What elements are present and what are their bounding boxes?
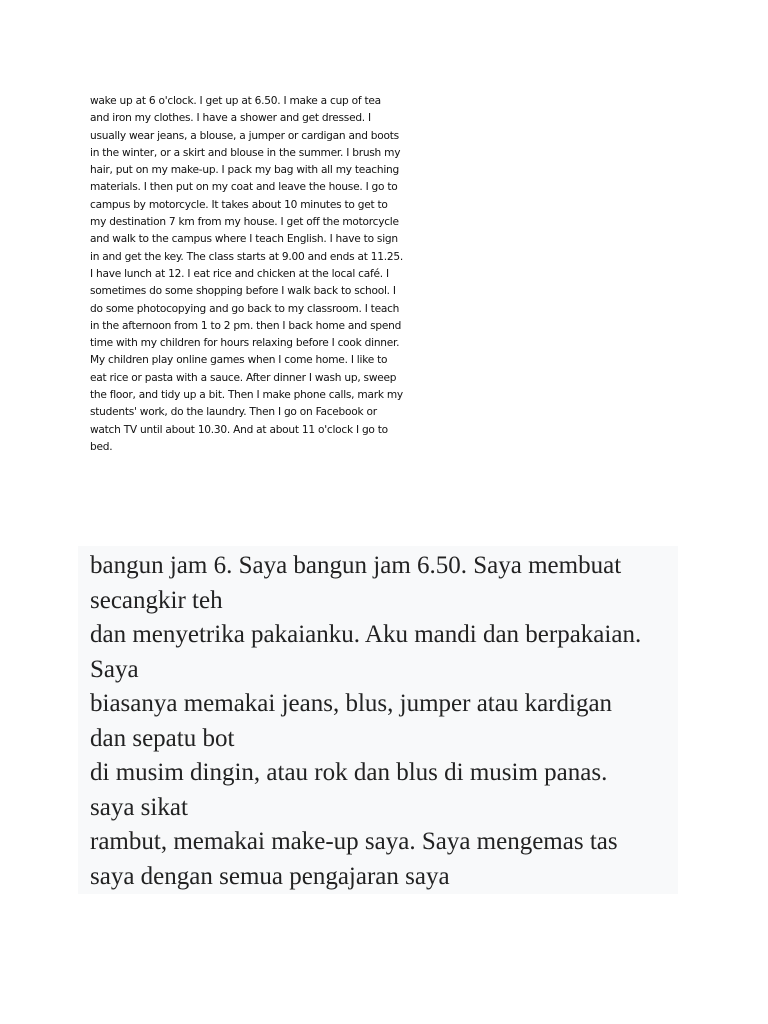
translation-box: [78, 546, 678, 894]
english-line: students' work, do the laundry. Then I go on Facebook or: [90, 406, 377, 419]
english-line: in the afternoon from 1 to 2 pm. then I back home and spend: [90, 319, 402, 332]
english-line: watch TV until about 10.30. And at about 11 o'clock I go to: [90, 423, 388, 436]
english-line: hair, put on my make-up. I pack my bag with all my teaching: [90, 164, 399, 177]
english-line: in and get the key. The class starts at 9.00 and ends at 11.25.: [90, 250, 403, 263]
english-line: eat rice or pasta with a sauce. After dinner I wash up, sweep: [90, 371, 397, 384]
english-line: materials. I then put on my coat and leave the house. I go to: [90, 181, 398, 194]
translation-line: rambut, memakai make-up saya. Saya mengemas tas: [90, 828, 618, 855]
english-line: the floor, and tidy up a bit. Then I make phone calls, mark my: [90, 389, 403, 402]
english-line: sometimes do some shopping before I walk back to school. I: [90, 285, 396, 298]
translation-line: dan sepatu bot: [90, 724, 235, 752]
english-line: usually wear jeans, a blouse, a jumper or cardigan and boots: [90, 129, 399, 142]
english-line: bed.: [90, 440, 113, 453]
translation-line: Saya: [90, 655, 139, 683]
translation-line: di musim dingin, atau rok dan blus di musim panas.: [90, 759, 608, 786]
english-line: my destination 7 km from my house. I get off the motorcycle: [90, 216, 399, 229]
translation-line: saya dengan semua pengajaran saya: [90, 862, 450, 890]
english-line: time with my children for hours relaxing before I cook dinner.: [90, 337, 400, 350]
english-line: campus by motorcycle. It takes about 10 minutes to get to: [90, 198, 388, 211]
english-line: My children play online games when I come home. I like to: [90, 354, 388, 367]
english-line: I have lunch at 12. I eat rice and chicken at the local café. I: [90, 267, 389, 280]
translation-line: saya sikat: [90, 793, 188, 821]
translation-line: dan menyetrika pakaianku. Aku mandi dan berpakaian.: [90, 621, 642, 648]
english-paragraph: [90, 93, 440, 456]
english-line: wake up at 6 o'clock. I get up at 6.50. I make a cup of tea: [90, 95, 381, 107]
translation-line: biasanya memakai jeans, blus, jumper atau kardigan: [90, 690, 613, 717]
english-line: and walk to the campus where I teach English. I have to sign: [90, 233, 398, 246]
translation-line: secangkir teh: [90, 586, 223, 614]
english-line: and iron my clothes. I have a shower and get dressed. I: [90, 112, 371, 125]
english-line: in the winter, or a skirt and blouse in the summer. I brush my: [90, 146, 401, 159]
english-line: do some photocopying and go back to my classroom. I teach: [90, 302, 400, 315]
translation-line: bangun jam 6. Saya bangun jam 6.50. Saya membuat: [90, 552, 622, 579]
